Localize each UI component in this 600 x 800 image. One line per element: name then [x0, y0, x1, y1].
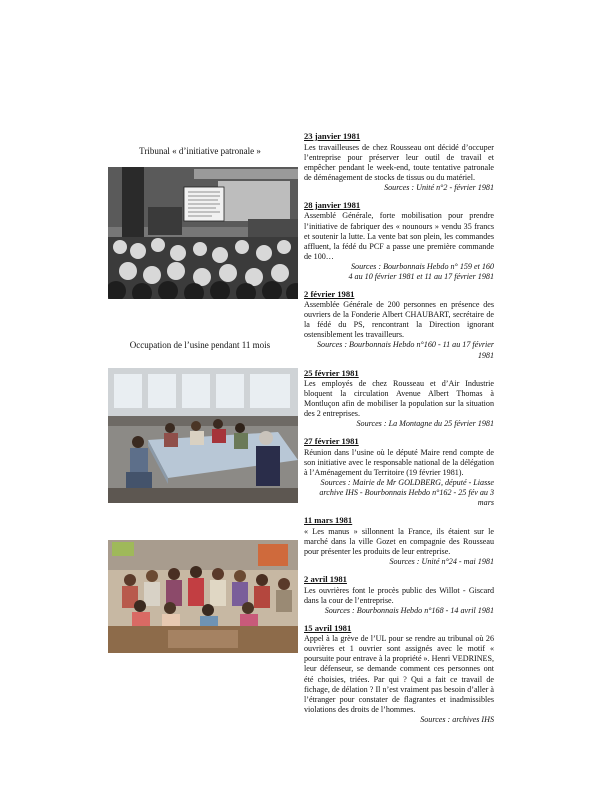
entry-27-fevrier [304, 436, 494, 508]
entry-23-janvier [304, 131, 494, 193]
caption-tribunal: Tribunal « d’initiative patronale » [139, 146, 261, 156]
entry-source: Sources : Bourbonnais Hebdo n°168 - 14 avril 1981 [324, 605, 494, 615]
entry-text: Assemblée Générale de 200 personnes en présence des ouvriers de la Fonderie Albert CHAUBART, secrétaire de la fédé du PS, rencontrant la Direction ignorant ostensiblement les travailleurs. [304, 300, 494, 340]
chronology-column [304, 131, 494, 732]
entry-15-avril [304, 623, 494, 725]
entry-text: Réunion dans l’usine où le député Maire rend compte de son initiative avec le responsable national de la délégation à l’Aménagement du Territoire (19 février 1981). [304, 448, 494, 478]
entry-2-avril [304, 574, 494, 616]
entry-source: Sources : Unité n°24 - mai 1981 [389, 556, 494, 566]
entry-text: Appel à la grève de l’UL pour se rendre au tribunal où 26 ouvrières et 1 ouvrier sont assignés avec le motif « poursuite pour entrave à la propriété ». Henri VEDRINES, leur défenseur, se demande comment ces personnes ont été choisies, triées. Par qui ? Qui a fait ce travail de fichage, de délation ? Il n’est vraiment pas besoin d’aller à l’étranger pour constater de flagrantes et inadmissibles violations des droits de l’hommes. [304, 634, 495, 714]
entry-text: Les travailleuses de chez Rousseau ont décidé d’occuper l’entreprise pour préserver leur outil de travail et empêcher pendant le week-end, toute tentative patronale de déménagement de stocks de tissus ou du matériel. [304, 142, 494, 182]
entry-text: Les ouvrières font le procès public des Willot - Giscard dans la cour de l’entreprise. [304, 585, 494, 605]
entry-text: Les employés de chez Rousseau et d’Air Industrie bloquent la circulation Avenue Albert Thomas à Montluçon afin de mobiliser la population sur la situation des 2 entreprises. [304, 379, 494, 419]
entry-source: 4 au 10 février 1981 et 11 au 17 février 1981 [348, 271, 494, 281]
photo-group [108, 540, 298, 653]
entry-date: 2 avril 1981 [304, 573, 347, 584]
entry-date: 2 février 1981 [304, 288, 355, 299]
entry-date: 11 mars 1981 [304, 515, 353, 526]
entry-date: 25 février 1981 [304, 367, 359, 378]
entry-text: Assemblé Générale, forte mobilisation pour prendre l’initiative de fabriquer des « nounours » vendu 35 francs et soutenir la lutte. La vente bat son plein, les commandes affluent, la fédé du PCF a passe une première commande de 100… [304, 211, 494, 261]
entry-date: 15 avril 1981 [304, 622, 352, 633]
caption-occupation: Occupation de l’usine pendant 11 mois [129, 340, 271, 350]
entry-date: 23 janvier 1981 [304, 131, 361, 141]
entry-25-fevrier [304, 368, 494, 430]
entry-source: Sources : La Montagne du 25 février 1981 [356, 419, 494, 429]
entry-source: Sources : Unité n°2 - février 1981 [384, 182, 494, 192]
entry-text: « Les manus » sillonnent la France, ils étaient sur le marché dans la ville Gozet en compagnie des Rousseau pour présenter les produits de leur entreprise. [304, 526, 494, 556]
entry-date: 28 janvier 1981 [304, 199, 361, 210]
photo-tribunal [108, 167, 298, 299]
entry-source: Sources : Bourbonnais Hebdo n° 159 et 160 [351, 261, 494, 271]
entry-date: 27 février 1981 [304, 436, 359, 447]
photo-occupation [108, 368, 298, 503]
entry-11-mars [304, 515, 494, 567]
entry-source: Sources : archives IHS [420, 714, 494, 724]
entry-2-fevrier [304, 289, 494, 361]
entry-source: Sources : Bourbonnais Hebdo n°160 - 11 au 17 février 1981 [316, 340, 494, 360]
entry-28-janvier [304, 200, 494, 282]
entry-source: Sources : Mairie de Mr GOLDBERG, député - Liasse archive IHS - Bourbonnais Hebdo n°162 - 25 fév au 3 mars [319, 478, 494, 508]
